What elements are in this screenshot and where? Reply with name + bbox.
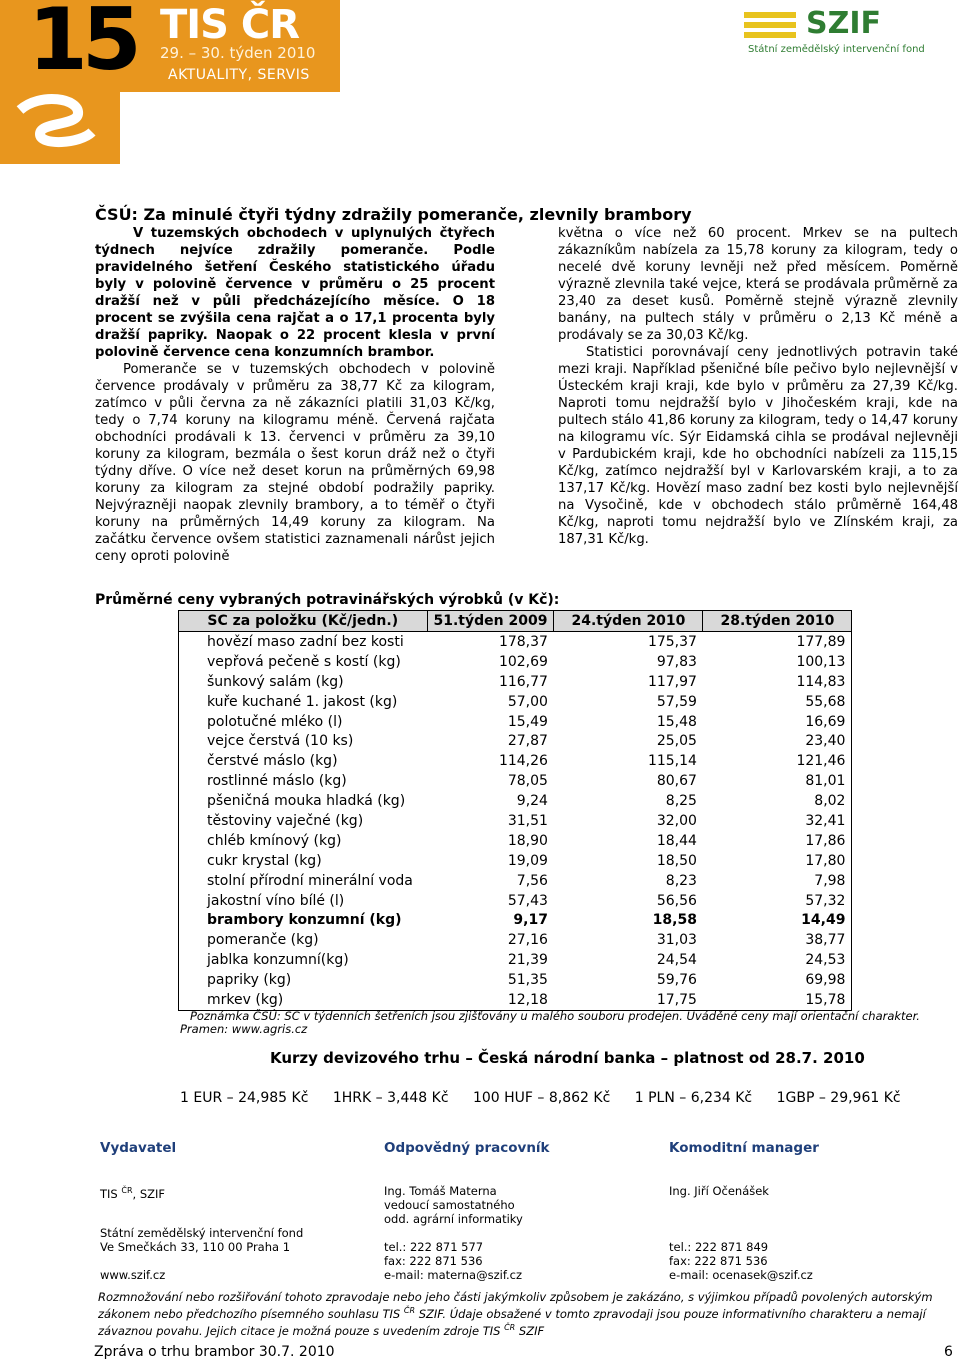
price-value: 21,39	[507, 952, 548, 969]
fx-rates	[180, 1090, 901, 1106]
product-name: brambory konzumní (kg)	[207, 912, 402, 929]
fx-rate: 1HRK – 3,448 Kč	[332, 1090, 449, 1106]
product-name: rostlinné máslo (kg)	[207, 773, 347, 790]
manager-name: Ing. Jiří Očenášek	[669, 1184, 769, 1198]
product-name: chléb kmínový (kg)	[207, 832, 342, 849]
table-row	[179, 990, 852, 1010]
publisher-name-tail: , SZIF	[132, 1186, 166, 1201]
product-name: jablka konzumní(kg)	[207, 952, 349, 969]
table-row	[179, 891, 852, 911]
article-paragraph-1: Pomeranče se v tuzemských obchodech v polovině července prodávaly v průměru za 38,77 Kč za kilogram, zatímco v půli června za ně zákazníci platili 31,03 Kč/kg, tedy o 7,74 koruny na kilogramu méně. Červená rajčata obchodníci prodávali k 13. červenci v průměru za 39,10 koruny za kilogram, bezmála o šest korun dráž než o čtyři týdny dříve. O více než deset korun na průměrných 69,98 koruny za kilogram za stejné období podražily papriky. Nejvýrazněji naopak zlevnily brambory, a to téměř o čtyři koruny na průměrných 14,49 koruny za kilogram. Na začátku července ovšem statistici zaznamenali nárůst jejich ceny oproti polovině	[95, 362, 495, 564]
table-row	[179, 751, 852, 771]
publisher-name-text: TIS	[100, 1186, 118, 1201]
price-value: 69,98	[805, 972, 846, 989]
publisher-name-sup: ČR	[121, 1186, 133, 1195]
fx-rate: 1 PLN – 6,234 Kč	[634, 1090, 753, 1106]
manager-fax: fax: 222 871 536	[669, 1254, 768, 1268]
product-name: vepřová pečeně s kostí (kg)	[207, 653, 401, 670]
product-name: stolní přírodní minerální voda	[207, 872, 413, 889]
manager-tel: tel.: 222 871 849	[669, 1240, 769, 1254]
table-row	[179, 970, 852, 990]
price-value: 97,83	[656, 653, 697, 670]
manager-heading: Komoditní manager	[669, 1140, 819, 1156]
table-row	[179, 930, 852, 950]
publisher-org: Státní zemědělský intervenční fond	[100, 1226, 304, 1240]
price-table-header: 51.týden 2009	[427, 611, 554, 632]
price-table-header: 28.týden 2010	[703, 611, 852, 632]
price-value: 56,56	[656, 892, 697, 909]
price-value: 9,17	[513, 912, 548, 929]
price-value: 18,58	[652, 912, 697, 929]
price-value: 32,41	[805, 812, 846, 829]
price-value: 57,43	[507, 892, 548, 909]
fx-rate: 1GBP – 29,961 Kč	[776, 1090, 901, 1106]
szif-subtitle: Státní zemědělský intervenční fond	[748, 44, 925, 55]
price-value: 59,76	[656, 972, 697, 989]
price-value: 116,77	[498, 673, 548, 690]
price-table-title: Průměrné ceny vybraných potravinářských výrobků (v Kč):	[95, 592, 560, 608]
price-value: 19,09	[507, 852, 548, 869]
product-name: jakostní víno bílé (l)	[207, 892, 345, 909]
price-value: 78,05	[507, 773, 548, 790]
table-row	[179, 731, 852, 751]
report-footer-title: Zpráva o trhu brambor 30.7. 2010	[94, 1344, 335, 1360]
price-value: 23,40	[805, 733, 846, 750]
price-value: 57,59	[656, 693, 697, 710]
manager-email-link[interactable]: e-mail: ocenasek@szif.cz	[669, 1268, 813, 1282]
price-value: 32,00	[656, 812, 697, 829]
price-table-header-row	[179, 611, 852, 632]
price-value: 31,03	[656, 932, 697, 949]
price-value: 18,50	[656, 852, 697, 869]
officer-role: odd. agrární informatiky	[384, 1212, 523, 1226]
table-row	[179, 791, 852, 811]
copyright-disclaimer	[98, 1290, 948, 1338]
table-row	[179, 672, 852, 692]
price-table-body	[179, 632, 852, 1011]
price-value: 38,77	[805, 932, 846, 949]
product-name: polotučné mléko (l)	[207, 713, 343, 730]
disclaimer-text: Rozmnožování nebo rozšiřování tohoto zpravodaje nebo jeho části jakýmkoliv způsobem je zakázáno, s výjimkou případů povolených autorským zákonem nebo předchozího písemného souhlasu TIS	[98, 1290, 933, 1321]
s-logo-icon	[0, 92, 120, 164]
product-name: šunkový salám (kg)	[207, 673, 344, 690]
price-value: 8,02	[814, 793, 846, 810]
disclaimer-sup: ČR	[403, 1306, 416, 1315]
product-name: pšeničná mouka hladká (kg)	[207, 793, 406, 810]
price-value: 8,23	[665, 872, 697, 889]
price-value: 7,98	[814, 872, 846, 889]
publisher-address: Ve Smečkách 33, 110 00 Praha 1	[100, 1240, 291, 1254]
price-value: 12,18	[507, 991, 548, 1008]
price-value: 15,48	[656, 713, 697, 730]
table-row	[179, 851, 852, 871]
price-value: 121,46	[796, 753, 846, 770]
table-note: Poznámka ČSÚ: SC v týdenních šetřeních jsou zjišťovány u malého souboru prodejen. Uváděné ceny mají orientační charakter.	[190, 1009, 920, 1023]
disclaimer-sup: ČR	[504, 1322, 516, 1332]
price-value: 117,97	[647, 673, 697, 690]
price-value: 8,25	[665, 793, 697, 810]
price-value: 57,32	[805, 892, 846, 909]
price-value: 17,86	[805, 832, 846, 849]
price-value: 27,87	[507, 733, 548, 750]
price-table-header: 24.týden 2010	[554, 611, 703, 632]
table-row	[179, 831, 852, 851]
table-row	[179, 811, 852, 831]
price-table	[178, 610, 852, 1011]
article-lead: V tuzemských obchodech v uplynulých čtyřech týdnech nejvíce zdražily pomeranče. Podle pravidelného šetření Českého statistického úřadu byly v polovině července v průměru o 25 procent dražší než v půli předcházejícího měsíce. O 18 procent se zvýšila cena rajčat a o 17,1 procenta byly dražší papriky. Naopak o 22 procent klesla v první polovině července cena konzumních brambor.	[95, 226, 495, 360]
fx-rate: 100 HUF – 8,862 Kč	[472, 1090, 611, 1106]
table-row	[179, 910, 852, 930]
product-name: kuře kuchané 1. jakost (kg)	[207, 693, 398, 710]
article-paragraph-1-continued: května o více než 60 procent. Mrkev se na pultech zákazníkům nabízela za 15,78 koruny za kilogram, tedy o necelé dvě koruny levněji než před měsícem. Poměrně výrazně zlevnila také vejce, která se prodávala průměrně za 23,40 za deset kusů. Poměrně stejně výrazně zlevnily banány, na pultech stály v průměru o 2,13 Kč méně a prodávaly se za 30,03 Kč/kg.	[558, 226, 958, 343]
table-row	[179, 652, 852, 672]
price-value: 81,01	[805, 773, 846, 790]
price-value: 7,56	[516, 872, 548, 889]
price-value: 115,14	[647, 753, 697, 770]
price-value: 175,37	[647, 633, 697, 650]
article-paragraph-2: Statistici porovnávají ceny jednotlivých potravin také mezi kraji. Například pšeničné bíle pečivo bylo nejlevnější v Ústeckém kraji kraji, kde bylo v průměru za 27,39 Kč/kg. Naproti tomu nejdražší bylo v Jihočeském kraji, kde na pultech stálo 41,86 koruny za kilogram, tedy o 14,47 koruny na kilogramu víc. Sýr Eidamská cihla se prodával nejlevněji v Pardubickém kraji, kde ho obchodníci nabízeli za 115,15 Kč/kg, zatímco nejdražší byl v Karlovarském kraji, a to za 137,17 Kč/kg. Hovězí maso zadní bez kosti bylo nejlevnější na Vysočině, kde v obchodech stálo průměrně 164,48 Kč/kg, naproti tomu nejdražší bylo ve Zlínském kraji, za 187,31 Kč/kg.	[558, 345, 958, 547]
price-value: 9,24	[516, 793, 548, 810]
publisher-web-link[interactable]: www.szif.cz	[100, 1268, 166, 1282]
szif-logo-text: SZIF	[806, 6, 882, 41]
product-name: papriky (kg)	[207, 972, 292, 989]
product-name: pomeranče (kg)	[207, 932, 319, 949]
product-name: vejce čerstvá (10 ks)	[207, 733, 354, 750]
price-value: 24,54	[656, 952, 697, 969]
page-number: 6	[944, 1344, 953, 1360]
officer-fax: fax: 222 871 536	[384, 1254, 483, 1268]
article-right-column	[558, 225, 958, 548]
product-name: cukr krystal (kg)	[207, 852, 322, 869]
table-source: Pramen: www.agris.cz	[180, 1022, 308, 1036]
officer-heading: Odpovědný pracovník	[384, 1140, 550, 1156]
price-value: 102,69	[498, 653, 548, 670]
price-value: 25,05	[656, 733, 697, 750]
price-value: 55,68	[805, 693, 846, 710]
issue-week: 29. – 30. týden 2010	[160, 44, 316, 62]
price-value: 51,35	[507, 972, 548, 989]
price-value: 114,83	[796, 673, 846, 690]
product-name: těstoviny vaječné (kg)	[207, 812, 364, 829]
fx-rate: 1 EUR – 24,985 Kč	[180, 1090, 309, 1106]
brand-title: TIS ČR	[160, 2, 300, 48]
disclaimer-text: SZIF. Údaje obsažené v tomto zpravodaji jsou pouze informativního charakteru a nemají závaznou povahu. Jejich citace je možná pouze s uvedením zdroje TIS	[98, 1306, 926, 1338]
price-value: 17,80	[805, 852, 846, 869]
disclaimer-text: SZIF	[515, 1323, 545, 1338]
price-value: 16,69	[805, 713, 846, 730]
section-label: AKTUALITY, SERVIS	[168, 67, 310, 83]
officer-name: Ing. Tomáš Materna	[384, 1184, 497, 1198]
price-value: 27,16	[507, 932, 548, 949]
table-row	[179, 950, 852, 970]
product-name: hovězí maso zadní bez kosti	[207, 633, 404, 650]
officer-tel: tel.: 222 871 577	[384, 1240, 484, 1254]
price-value: 24,53	[805, 952, 846, 969]
price-value: 18,44	[656, 832, 697, 849]
table-row	[179, 871, 852, 891]
product-name: čerstvé máslo (kg)	[207, 753, 338, 770]
price-value: 31,51	[507, 812, 548, 829]
price-value: 80,67	[656, 773, 697, 790]
price-value: 114,26	[498, 753, 548, 770]
price-value: 15,49	[507, 713, 548, 730]
price-value: 177,89	[796, 633, 846, 650]
publisher-name	[100, 1184, 165, 1201]
table-row	[179, 692, 852, 712]
price-value: 57,00	[507, 693, 548, 710]
article-headline: ČSÚ: Za minulé čtyři týdny zdražily pomeranče, zlevnily brambory	[95, 205, 692, 224]
article-left-column	[95, 225, 495, 565]
price-value: 14,49	[801, 912, 846, 929]
officer-email-link[interactable]: e-mail: materna@szif.cz	[384, 1268, 523, 1282]
product-name: mrkev (kg)	[207, 991, 284, 1008]
price-value: 15,78	[805, 991, 846, 1008]
table-row	[179, 771, 852, 791]
price-value: 178,37	[498, 633, 548, 650]
price-value: 17,75	[656, 991, 697, 1008]
table-row	[179, 632, 852, 652]
table-row	[179, 712, 852, 732]
price-table-header: SC za položku (Kč/jedn.)	[179, 611, 428, 632]
publisher-heading: Vydavatel	[100, 1140, 177, 1156]
fx-title: Kurzy devizového trhu – Česká národní banka – platnost od 28.7. 2010	[270, 1049, 865, 1067]
price-value: 18,90	[507, 832, 548, 849]
issue-number: 15	[28, 0, 136, 90]
officer-role: vedoucí samostatného	[384, 1198, 515, 1212]
price-value: 100,13	[796, 653, 846, 670]
